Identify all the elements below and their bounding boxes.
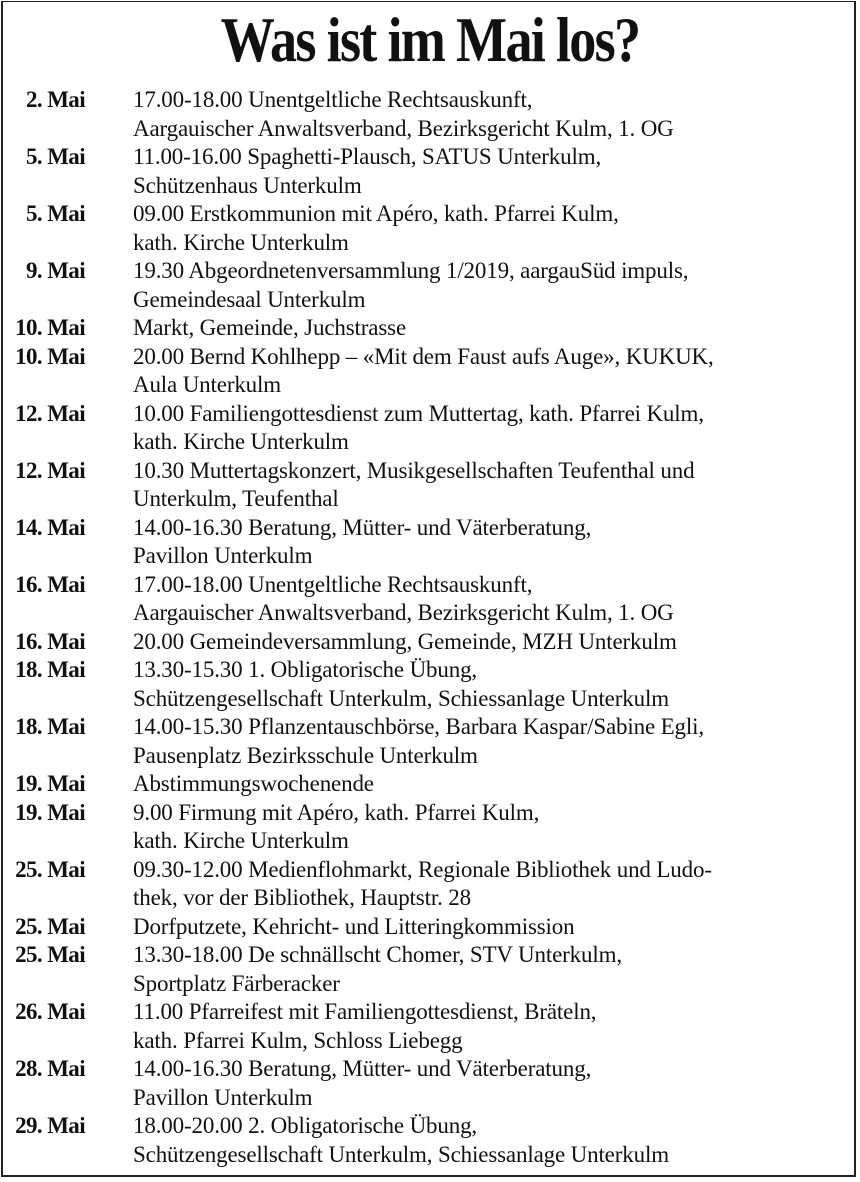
event-date: 10. Mai (15, 343, 85, 369)
event-description-line: 14.00-16.30 Beratung, Mütter- und Väterberatung, (133, 514, 592, 540)
event-description (133, 770, 860, 799)
event-description (133, 457, 860, 514)
event-description (133, 200, 860, 257)
event-description-line: kath. Kirche Unterkulm (133, 429, 349, 454)
event-row (0, 343, 860, 400)
event-date: 5. Mai (26, 144, 85, 169)
event-description (133, 400, 860, 457)
event-date: 12. Mai (15, 457, 85, 483)
event-description-line: 9.00 Firmung mit Apéro, kath. Pfarrei Kulm, (133, 799, 540, 825)
event-description (133, 1112, 860, 1169)
event-row (0, 713, 860, 770)
event-description (133, 257, 860, 314)
event-date: 26. Mai (15, 999, 85, 1024)
event-description-line: Aargauischer Anwaltsverband, Bezirksgericht Kulm, 1. OG (133, 600, 674, 625)
event-description-line: 20.00 Gemeindeversammlung, Gemeinde, MZH Unterkulm (133, 628, 677, 654)
event-date: 18. Mai (15, 657, 85, 682)
event-date: 5. Mai (26, 201, 85, 226)
event-description-line: 18.00-20.00 2. Obligatorische Übung, (133, 1113, 478, 1138)
event-description (133, 86, 860, 143)
event-row (0, 143, 860, 200)
event-date: 9. Mai (26, 258, 85, 283)
event-description (133, 343, 860, 400)
event-description-line: 11.00 Pfarreifest mit Familiengottesdienst, Bräteln, (133, 999, 597, 1024)
event-description (133, 656, 860, 713)
event-description-line: 10.00 Familiengottesdienst zum Muttertag, kath. Pfarrei Kulm, (133, 400, 704, 426)
event-date: 19. Mai (15, 799, 85, 825)
event-date: 16. Mai (15, 628, 85, 654)
event-description-line: 14.00-15.30 Pflanzentauschbörse, Barbara Kaspar/Sabine Egli, (133, 714, 704, 739)
event-list (0, 86, 860, 1169)
event-description (133, 514, 860, 571)
event-date: 19. Mai (15, 771, 85, 796)
event-description-line: Schützengesellschaft Unterkulm, Schiessanlage Unterkulm (133, 685, 669, 711)
event-row (0, 628, 860, 657)
event-description-line: Aargauischer Anwaltsverband, Bezirksgericht Kulm, 1. OG (133, 115, 674, 141)
event-row (0, 770, 860, 799)
event-description-line: Abstimmungswochenende (133, 771, 374, 796)
page-title: Was ist im Mai los? (220, 5, 640, 75)
event-description-line: 11.00-16.00 Spaghetti-Plausch, SATUS Unterkulm, (133, 144, 602, 169)
event-description-line: Sportplatz Färberacker (133, 970, 340, 996)
event-description (133, 314, 860, 343)
event-description-line: 13.30-15.30 1. Obligatorische Übung, (133, 657, 478, 682)
event-row (0, 1112, 860, 1169)
event-description (133, 628, 860, 657)
event-date: 25. Mai (15, 913, 85, 939)
event-description-line: kath. Pfarrei Kulm, Schloss Liebegg (133, 1027, 463, 1053)
event-description-line: Markt, Gemeinde, Juchstrasse (133, 315, 407, 340)
event-date: 28. Mai (15, 1056, 85, 1081)
event-date: 14. Mai (15, 514, 85, 540)
event-description-line: Dorfputzete, Kehricht- und Litteringkommission (133, 913, 575, 939)
event-description (133, 713, 860, 770)
event-description-line: Schützengesellschaft Unterkulm, Schiessanlage Unterkulm (133, 1141, 669, 1167)
event-description-line: thek, vor der Bibliothek, Hauptstr. 28 (133, 885, 471, 910)
event-description-line: 17.00-18.00 Unentgeltliche Rechtsauskunft, (133, 87, 533, 112)
event-date: 16. Mai (15, 571, 85, 597)
event-description-line: Pavillon Unterkulm (133, 1084, 313, 1110)
event-row (0, 1055, 860, 1112)
event-date: 10. Mai (15, 315, 85, 340)
event-row (0, 86, 860, 143)
event-row (0, 941, 860, 998)
event-description-line: Aula Unterkulm (133, 372, 282, 397)
event-row (0, 457, 860, 514)
event-description (133, 913, 860, 942)
event-description (133, 571, 860, 628)
event-description-line: 17.00-18.00 Unentgeltliche Rechtsauskunft, (133, 571, 533, 597)
event-row (0, 998, 860, 1055)
event-date: 29. Mai (15, 1113, 85, 1138)
event-description-line: 19.30 Abgeordnetenversammlung 1/2019, aargauSüd impuls, (133, 258, 689, 283)
event-date: 25. Mai (15, 942, 85, 967)
event-description-line: kath. Kirche Unterkulm (133, 229, 349, 255)
event-description-line: Gemeindesaal Unterkulm (133, 286, 366, 312)
event-description (133, 1055, 860, 1112)
event-description-line: Unterkulm, Teufenthal (133, 486, 339, 511)
event-description-line: 09.00 Erstkommunion mit Apéro, kath. Pfarrei Kulm, (133, 201, 619, 226)
event-row (0, 200, 860, 257)
event-description-line: 13.30-18.00 De schnällscht Chomer, STV Unterkulm, (133, 942, 622, 967)
event-description-line: Pausenplatz Bezirksschule Unterkulm (133, 742, 478, 768)
event-row (0, 856, 860, 913)
event-description-line: 10.30 Muttertagskonzert, Musikgesellschaften Teufenthal und (133, 457, 695, 483)
event-description (133, 799, 860, 856)
event-row (0, 257, 860, 314)
event-description-line: Schützenhaus Unterkulm (133, 172, 362, 198)
event-date: 2. Mai (26, 87, 85, 112)
event-description (133, 941, 860, 998)
event-description (133, 143, 860, 200)
event-row (0, 913, 860, 942)
event-row (0, 799, 860, 856)
event-description-line: kath. Kirche Unterkulm (133, 828, 349, 853)
event-row (0, 400, 860, 457)
event-row (0, 656, 860, 713)
event-date: 12. Mai (15, 400, 85, 426)
event-description (133, 998, 860, 1055)
event-description-line: 09.30-12.00 Medienflohmarkt, Regionale Bibliothek und Ludo- (133, 856, 712, 882)
event-date: 18. Mai (15, 714, 85, 739)
event-description (133, 856, 860, 913)
event-description-line: 20.00 Bernd Kohlhepp – «Mit dem Faust aufs Auge», KUKUK, (133, 343, 714, 369)
event-row (0, 514, 860, 571)
event-row (0, 314, 860, 343)
event-description-line: 14.00-16.30 Beratung, Mütter- und Väterberatung, (133, 1056, 592, 1081)
event-description-line: Pavillon Unterkulm (133, 543, 313, 568)
event-row (0, 571, 860, 628)
event-date: 25. Mai (15, 856, 85, 882)
